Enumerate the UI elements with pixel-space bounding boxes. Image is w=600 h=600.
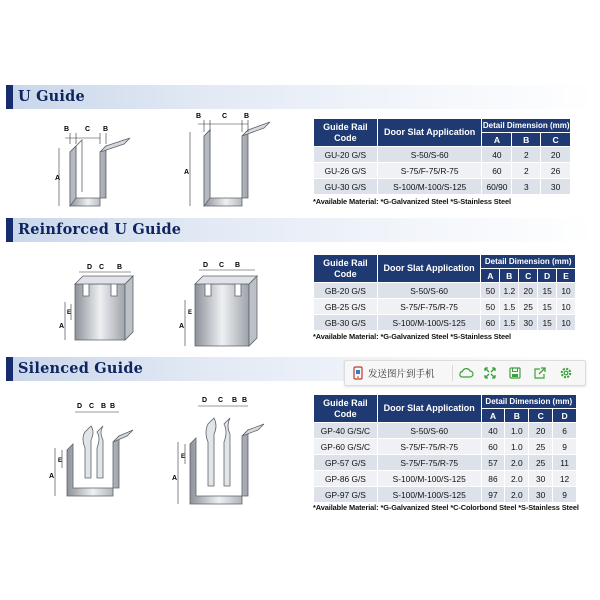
cell-dim: 1.2 [500,283,519,299]
cell-code: GP-60 G/S/C [314,439,378,455]
cell-application: S-100/M-100/S-125 [377,179,482,195]
share-button[interactable] [533,364,547,382]
col-header-code: Guide Rail Code [314,255,378,283]
table-row [314,455,577,471]
dim-label: B [64,126,70,133]
section-title: Silenced Guide [18,360,144,377]
silenced-guide-drawing-2 [170,390,275,515]
cell-dim: 60/90 [482,179,512,195]
cell-dim: 26 [541,163,571,179]
cell-dim: 3 [512,179,541,195]
dim-label: E [58,458,63,464]
cell-dim: 60 [481,315,500,331]
u-guide-drawing-1 [50,118,140,213]
cell-dim: 11 [553,455,577,471]
cell-dim: 1.0 [505,439,529,455]
dim-label: B [101,403,107,410]
save-icon [508,366,522,380]
settings-icon [559,366,573,380]
send-to-phone-icon [351,366,365,380]
cell-dim: 2 [512,163,541,179]
silenced-guide-spec-table [313,394,577,503]
table-row [314,299,576,315]
cell-dim: 2 [512,147,541,163]
dim-label: A [172,475,178,482]
dim-label: B [242,397,248,404]
section-title: U Guide [18,88,85,105]
material-note: *Available Material: *G-Galvanized Steel *S-Stainless Steel [313,197,511,206]
col-header-code: Guide Rail Code [314,119,378,147]
u-guide-spec-table [313,118,571,195]
cell-dim: 57 [481,455,505,471]
cell-dim: 12 [553,471,577,487]
dim-label: D [203,262,209,269]
cell-code: GP-86 G/S [314,471,378,487]
cell-dim: 10 [557,315,576,331]
cell-dim: 97 [481,487,505,503]
dim-label: A [184,169,190,176]
col-header-letter: C [541,133,571,147]
cell-dim: 50 [481,283,500,299]
cell-dim: 25 [529,439,553,455]
cell-code: GB-25 G/S [314,299,378,315]
cell-dim: 2.0 [505,471,529,487]
section-header-u-guide [6,85,596,109]
save-button[interactable] [508,364,522,382]
dim-label: B [244,113,250,120]
cell-code: GU-20 G/S [314,147,378,163]
cell-application: S-50/S-60 [377,147,482,163]
cell-dim: 86 [481,471,505,487]
cell-application: S-50/S-60 [377,283,481,299]
cell-application: S-100/M-100/S-125 [377,471,481,487]
col-header-letter: A [481,269,500,283]
section-accent [6,357,13,381]
cloud-icon [458,366,474,380]
section-title: Reinforced U Guide [18,221,182,238]
cell-dim: 2.0 [505,487,529,503]
cell-dim: 30 [541,179,571,195]
col-header-code: Guide Rail Code [314,395,378,423]
cell-code: GU-30 G/S [314,179,378,195]
dim-label: E [67,310,72,316]
dim-label: C [218,397,224,404]
cell-application: S-50/S-60 [377,423,481,439]
cell-dim: 40 [482,147,512,163]
cell-code: GP-40 G/S/C [314,423,378,439]
dim-label: C [99,264,105,271]
cell-dim: 9 [553,487,577,503]
dim-label: C [222,113,228,120]
cell-application: S-75/F-75/R-75 [377,163,482,179]
table-row [314,147,571,163]
table-row [314,439,577,455]
cell-application: S-75/F-75/R-75 [377,439,481,455]
cell-dim: 15 [538,315,557,331]
col-header-letter: D [538,269,557,283]
col-header-application: Door Slat Application [377,395,481,423]
cell-code: GU-26 G/S [314,163,378,179]
send-to-phone-button[interactable] [351,364,435,382]
cell-dim: 15 [538,283,557,299]
dim-label: C [89,403,95,410]
section-accent [6,85,13,109]
col-header-letter: A [482,133,512,147]
silenced-guide-drawing-1 [45,398,140,508]
section-header-reinforced-u-guide [6,218,596,242]
cell-code: GB-30 G/S [314,315,378,331]
table-row [314,315,576,331]
cell-dim: 1.0 [505,423,529,439]
table-row [314,471,577,487]
cell-dim: 20 [519,283,538,299]
cell-code: GP-97 G/S [314,487,378,503]
dim-label: B [232,397,238,404]
col-header-letter: E [557,269,576,283]
material-note: *Available Material: *G-Galvanized Steel *C-Colorbond Steel *S-Stainless Steel [313,503,579,512]
dim-label: B [196,113,202,120]
send-to-phone-label: 发送图片到手机 [368,369,435,380]
material-note: *Available Material: *G-Galvanized Steel *S-Stainless Steel [313,332,511,341]
col-header-letter: B [512,133,541,147]
col-header-dimension: Detail Dimension (mm) [481,395,576,409]
col-header-letter: D [553,409,577,423]
cell-dim: 60 [482,163,512,179]
cell-dim: 6 [553,423,577,439]
dim-label: B [110,403,116,410]
u-guide-drawing-2 [178,112,278,212]
cell-dim: 15 [538,299,557,315]
cell-dim: 40 [481,423,505,439]
table-row [314,283,576,299]
col-header-dimension: Detail Dimension (mm) [481,255,576,269]
table-row [314,487,577,503]
cell-dim: 10 [557,299,576,315]
share-icon [533,366,547,380]
table-row [314,423,577,439]
cell-dim: 1.5 [500,299,519,315]
toolbar-divider [452,365,453,381]
dim-label: E [188,310,193,316]
cell-dim: 10 [557,283,576,299]
dim-label: D [202,397,208,404]
cell-dim: 9 [553,439,577,455]
cell-dim: 25 [519,299,538,315]
cell-dim: 30 [519,315,538,331]
cell-dim: 20 [541,147,571,163]
cloud-button[interactable] [458,364,474,382]
cell-application: S-100/M-100/S-125 [377,487,481,503]
dim-label: D [77,403,83,410]
col-header-application: Door Slat Application [377,119,482,147]
col-header-letter: A [481,409,505,423]
section-accent [6,218,13,242]
cell-dim: 1.5 [500,315,519,331]
cell-code: GP-57 G/S [314,455,378,471]
dim-label: C [219,262,225,269]
dim-label: E [181,454,186,460]
reinforced-u-guide-spec-table [313,254,576,331]
cell-application: S-75/F-75/R-75 [377,455,481,471]
cell-dim: 20 [529,423,553,439]
reinforced-u-guide-drawing-2 [175,258,275,353]
expand-button[interactable] [483,364,497,382]
cell-dim: 30 [529,471,553,487]
dim-label: A [59,323,65,330]
col-header-letter: C [529,409,553,423]
image-toolbar [344,360,586,386]
dim-label: B [103,126,109,133]
expand-icon [483,366,497,380]
cell-dim: 50 [481,299,500,315]
dim-label: D [87,264,93,271]
col-header-letter: C [519,269,538,283]
dim-label: B [117,264,123,271]
col-header-letter: B [505,409,529,423]
cell-dim: 60 [481,439,505,455]
col-header-application: Door Slat Application [377,255,481,283]
dim-label: C [85,126,91,133]
reinforced-u-guide-drawing-1 [55,262,150,347]
settings-button[interactable] [559,364,573,382]
cell-dim: 25 [529,455,553,471]
cell-application: S-75/F-75/R-75 [377,299,481,315]
cell-dim: 2.0 [505,455,529,471]
cell-application: S-100/M-100/S-125 [377,315,481,331]
dim-label: A [179,323,185,330]
cell-dim: 30 [529,487,553,503]
dim-label: A [49,473,55,480]
table-row [314,163,571,179]
col-header-letter: B [500,269,519,283]
table-row [314,179,571,195]
cell-code: GB-20 G/S [314,283,378,299]
col-header-dimension: Detail Dimension (mm) [482,119,571,133]
dim-label: A [55,175,61,182]
dim-label: B [235,262,241,269]
